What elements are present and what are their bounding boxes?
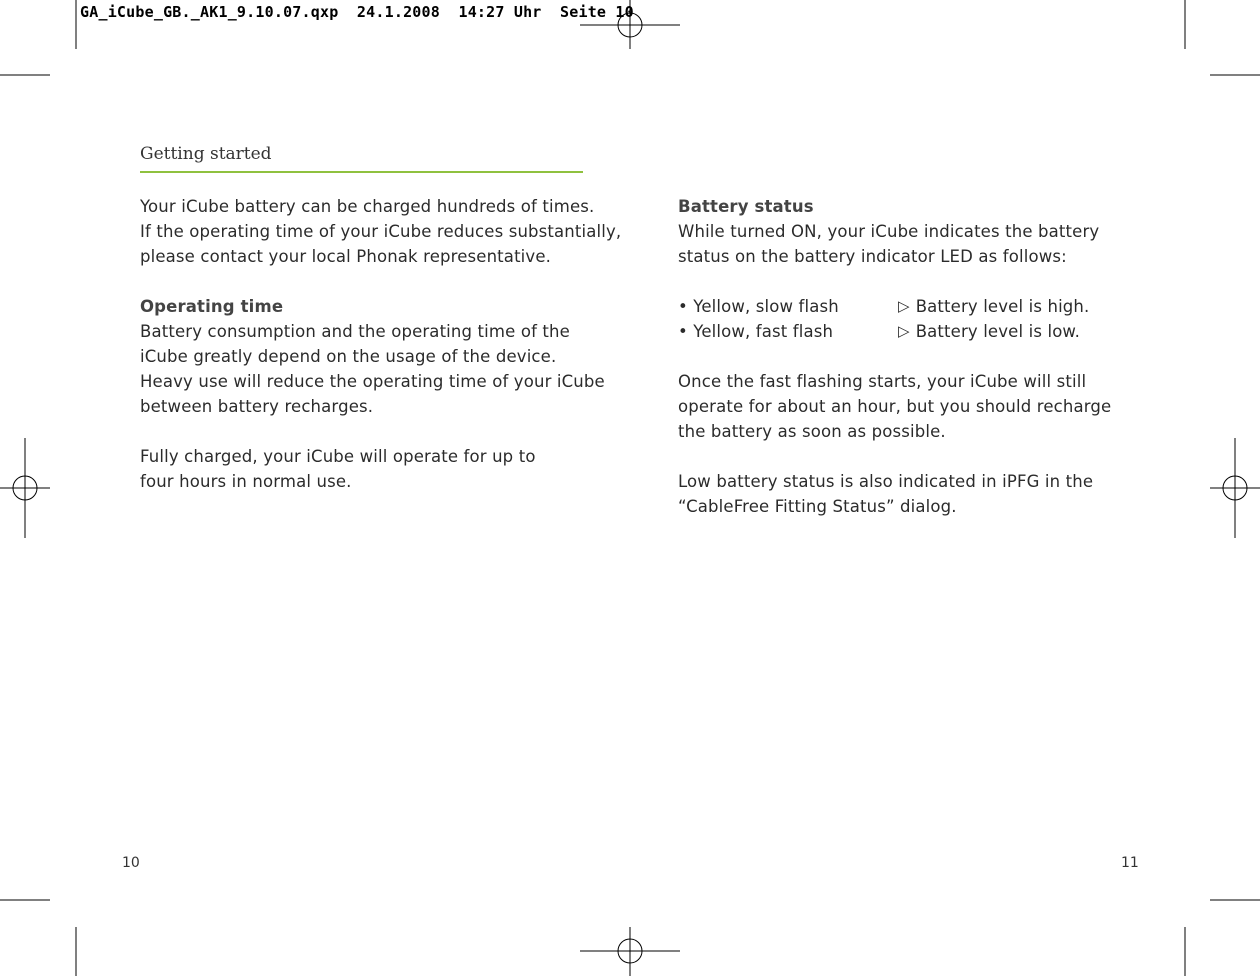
print-slug-line: GA_iCube_GB._AK1_9.10.07.qxp 24.1.2008 14:27 Uhr Seite 10 bbox=[80, 3, 634, 21]
intro-line: please contact your local Phonak representative. bbox=[140, 247, 552, 266]
battery-status-heading: Battery status bbox=[678, 197, 814, 216]
registration-mark-right bbox=[1210, 438, 1260, 538]
battery-status-line: While turned ON, your iCube indicates the battery bbox=[678, 222, 1100, 241]
intro-line: Your iCube battery can be charged hundreds of times. bbox=[140, 197, 595, 216]
right-column bbox=[678, 194, 1148, 519]
battery-status-line: status on the battery indicator LED as follows: bbox=[678, 247, 1067, 266]
operating-time-line: iCube greatly depend on the usage of the device. bbox=[140, 347, 557, 366]
flashing-line: the battery as soon as possible. bbox=[678, 422, 946, 441]
triangle-arrow-icon: ▷ bbox=[898, 322, 910, 340]
led-state: • Yellow, fast flash bbox=[678, 322, 834, 341]
charged-line: four hours in normal use. bbox=[140, 472, 352, 491]
status-list-item bbox=[678, 294, 1148, 319]
registration-mark-bottom bbox=[580, 927, 680, 976]
operating-time-line: Battery consumption and the operating time of the bbox=[140, 322, 570, 341]
flashing-line: Once the fast flashing starts, your iCube will still bbox=[678, 372, 1087, 391]
registration-mark-left bbox=[0, 438, 50, 538]
section-header: Getting started bbox=[140, 144, 272, 164]
page-number-right: 11 bbox=[1121, 855, 1139, 871]
low-battery-line: “CableFree Fitting Status” dialog. bbox=[678, 497, 957, 516]
header-rule bbox=[140, 171, 583, 173]
triangle-arrow-icon: ▷ bbox=[898, 297, 910, 315]
led-state: • Yellow, slow flash bbox=[678, 297, 839, 316]
left-column bbox=[140, 194, 622, 494]
operating-time-line: Heavy use will reduce the operating time of your iCube bbox=[140, 372, 605, 391]
intro-line: If the operating time of your iCube reduces substantially, bbox=[140, 222, 622, 241]
led-meaning: Battery level is low. bbox=[915, 322, 1080, 341]
operating-time-heading: Operating time bbox=[140, 297, 284, 316]
led-meaning: Battery level is high. bbox=[915, 297, 1090, 316]
flashing-line: operate for about an hour, but you should recharge bbox=[678, 397, 1112, 416]
charged-line: Fully charged, your iCube will operate for up to bbox=[140, 447, 536, 466]
operating-time-line: between battery recharges. bbox=[140, 397, 374, 416]
page-number-left: 10 bbox=[122, 855, 140, 871]
status-list-item bbox=[678, 319, 1148, 344]
low-battery-line: Low battery status is also indicated in iPFG in the bbox=[678, 472, 1094, 491]
